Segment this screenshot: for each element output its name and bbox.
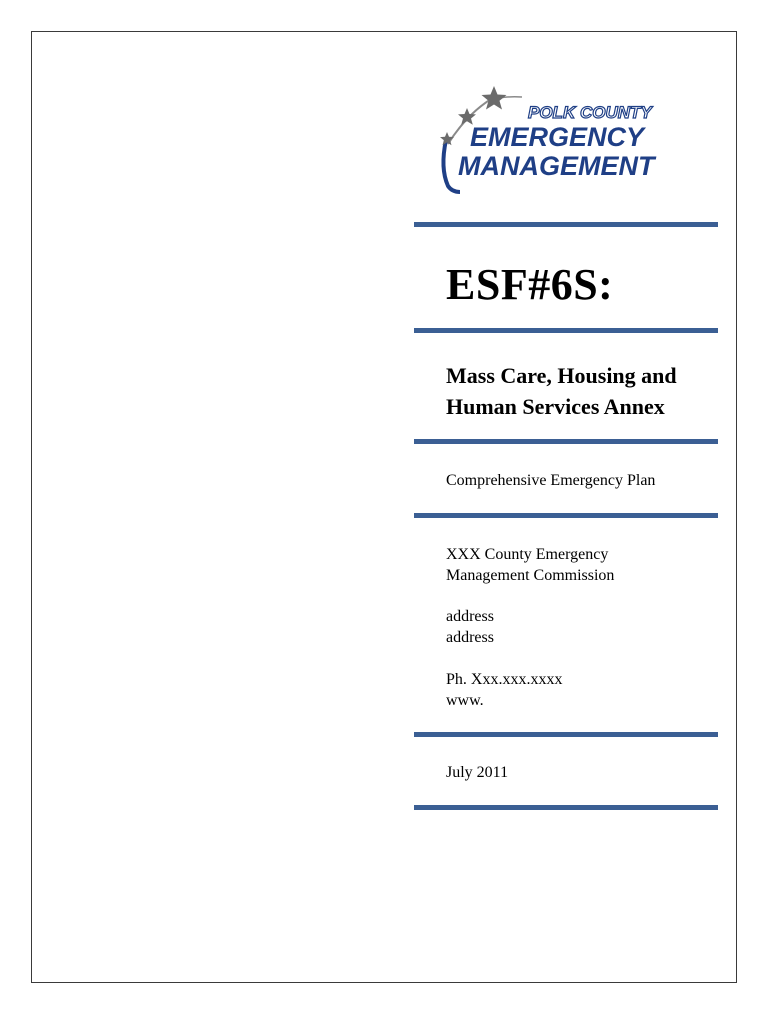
document-subtitle: [446, 360, 726, 422]
divider-rule: [414, 439, 718, 444]
logo-line-management: MANAGEMENT: [458, 151, 655, 181]
logo-line-polk-county: POLK COUNTY: [528, 103, 652, 122]
agency-line: XXX County Emergency: [446, 546, 609, 563]
divider-rule: [414, 222, 718, 227]
address-line: address: [446, 629, 494, 646]
subtitle-line: Human Services Annex: [446, 394, 665, 419]
divider-rule: [414, 328, 718, 333]
divider-rule: [414, 732, 718, 737]
divider-rule: [414, 805, 718, 810]
plan-name: Comprehensive Emergency Plan: [446, 472, 656, 489]
agency-line: Management Commission: [446, 567, 615, 584]
contact-block: [446, 669, 562, 711]
document-title: ESF#6S:: [446, 260, 614, 309]
address-line: address: [446, 608, 494, 625]
agency-name: [446, 544, 706, 586]
phone-number: Ph. Xxx.xxx.xxxx: [446, 671, 563, 688]
subtitle-line: Mass Care, Housing and: [446, 363, 677, 388]
logo-line-emergency: EMERGENCY: [470, 122, 645, 152]
agency-logo: [434, 82, 684, 198]
address-block: [446, 606, 494, 648]
website: www.: [446, 692, 484, 709]
divider-rule: [414, 513, 718, 518]
document-date: July 2011: [446, 764, 509, 781]
